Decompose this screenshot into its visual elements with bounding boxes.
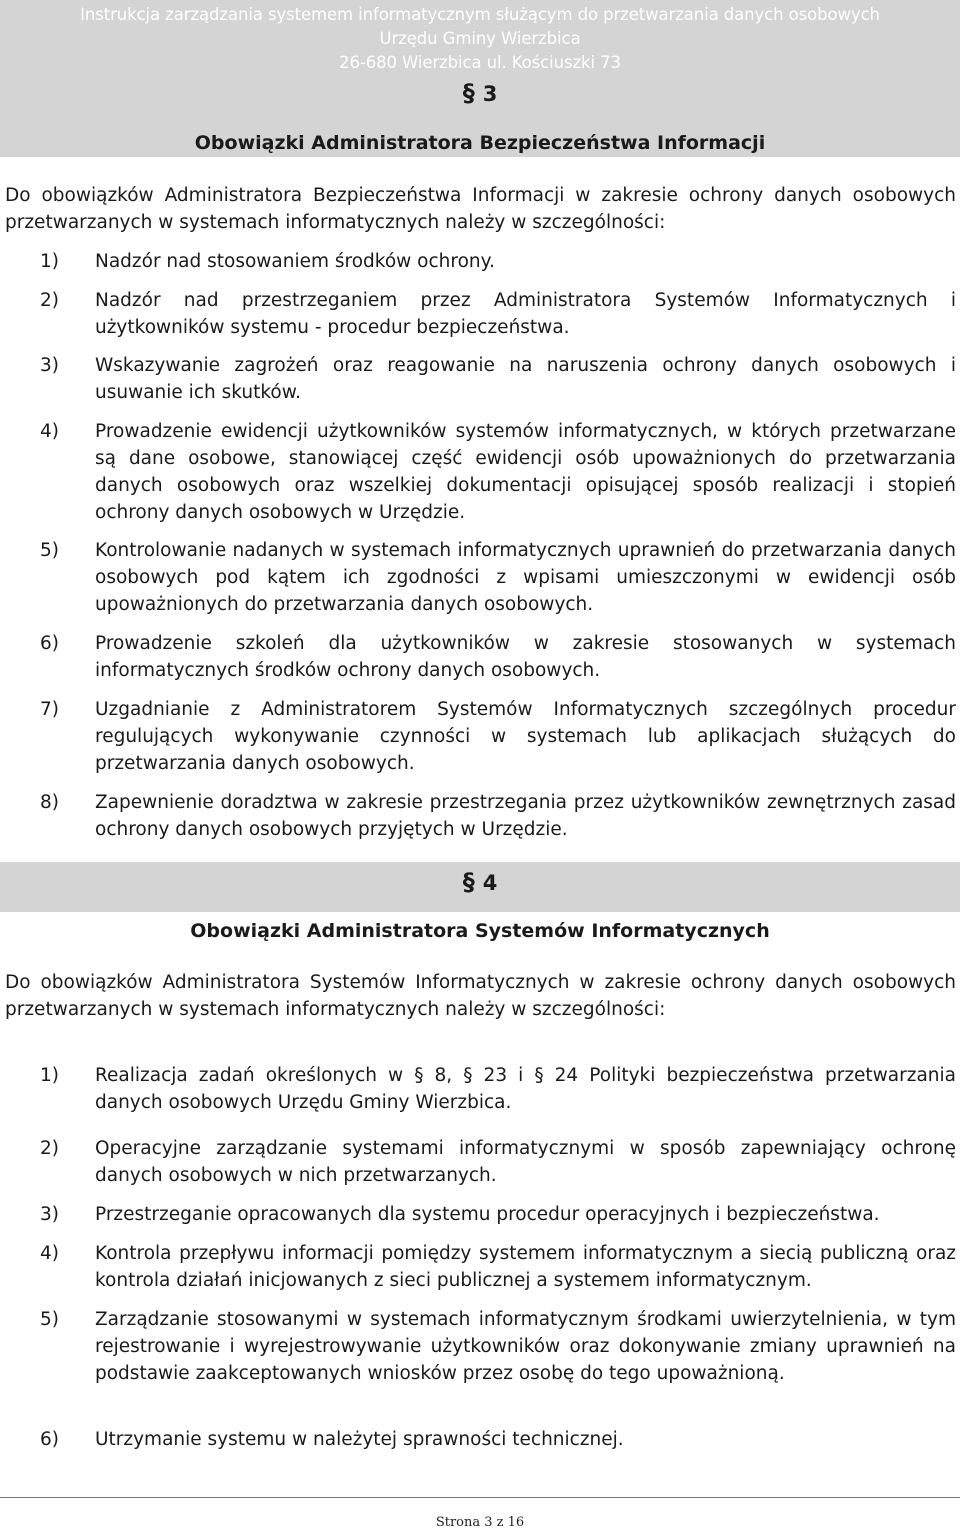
section-3-intro: Do obowiązków Administratora Bezpieczeństwa Informacji w zakresie ochrony danych osobowych przetwarzanych w systemach informatycznych należy w szczególności: <box>5 185 956 233</box>
section-3-number: § 3 <box>462 79 498 107</box>
section-4-title: Obowiązki Administratora Systemów Informatycznych <box>190 920 770 942</box>
page-number: Strona 3 z 16 <box>435 1515 525 1530</box>
document-header <box>0 0 960 157</box>
footer-divider <box>0 1497 960 1498</box>
header-title: Instrukcja zarządzania systemem informatycznym służącym do przetwarzania danych osobowych <box>80 5 880 24</box>
section-symbol: § <box>462 868 475 896</box>
section-symbol: § <box>462 79 475 107</box>
header-address: 26-680 Wierzbica ul. Kościuszki 73 <box>339 53 621 72</box>
section-3-title: Obowiązki Administratora Bezpieczeństwa Informacji <box>194 132 766 154</box>
section-4-intro: Do obowiązków Administratora Systemów Informatycznych w zakresie ochrony danych osobowych przetwarzanych w systemach informatycznych należy w szczególności: <box>5 972 956 1020</box>
section-4-number: § 4 <box>462 868 498 896</box>
header-organization: Urzędu Gminy Wierzbica <box>379 29 581 48</box>
